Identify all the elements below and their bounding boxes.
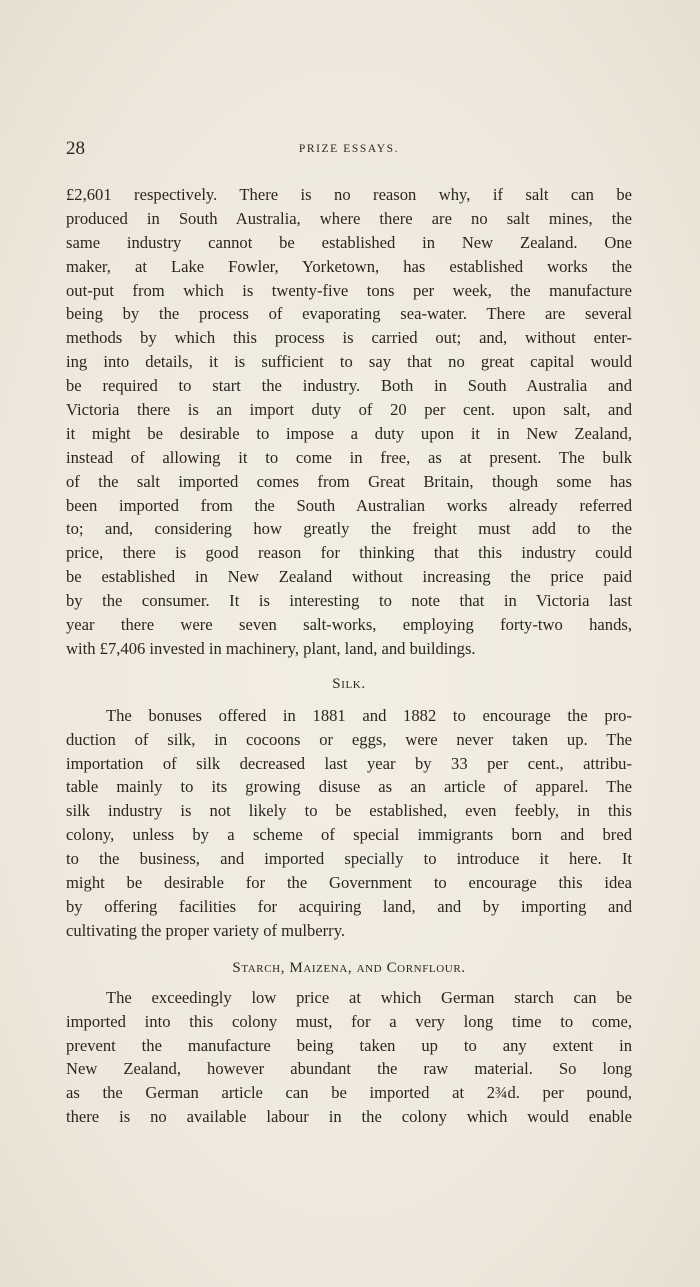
text-line: £2,601 respectively. There is no reason why, if salt can be: [66, 185, 632, 204]
text-line: to the business, and imported specially to introduce it here. It: [66, 849, 632, 869]
text-line: same industry cannot be established in New Zealand. One: [66, 232, 632, 252]
text-line: out-put from which is twenty-five tons per week, the manufacture: [66, 280, 632, 300]
text-line: importation of silk decreased last year by 33 per cent., attribu-: [66, 753, 632, 773]
text-line: methods by which this process is carried out; and, without enter-: [66, 328, 632, 348]
text-line: year there were seven salt-works, employing forty-two hands,: [66, 615, 632, 635]
text-line: maker, at Lake Fowler, Yorketown, has established works the: [66, 256, 632, 276]
text-line: cultivating the proper variety of mulberry.: [66, 920, 346, 940]
text-line: The bonuses offered in 1881 and 1882 to encourage the pro-: [106, 705, 632, 725]
text-line: be required to start the industry. Both in South Australia and: [66, 376, 632, 396]
text-line: as the German article can be imported at 2¾d. per pound,: [66, 1083, 632, 1103]
text-line: being by the process of evaporating sea-water. There are several: [66, 304, 632, 324]
text-line: price, there is good reason for thinking that this industry could: [66, 543, 632, 563]
text-line: The exceedingly low price at which German starch can be: [106, 987, 632, 1007]
paragraph-silk: [66, 704, 632, 943]
text-line: colony, unless by a scheme of special immigrants born and bred: [66, 825, 632, 845]
text-line: of the salt imported comes from Great Britain, though some has: [66, 471, 632, 491]
text-line: imported into this colony must, for a very long time to come,: [66, 1011, 632, 1031]
text-line: produced in South Australia, where there are no salt mines, the: [66, 208, 632, 228]
text-line: prevent the manufacture being taken up to any extent in: [66, 1035, 632, 1055]
text-line: it might be desirable to impose a duty upon it in New Zealand,: [66, 423, 632, 443]
text-line: instead of allowing it to come in free, as at present. The bulk: [66, 447, 632, 467]
text-line: might be desirable for the Government to encourage this idea: [66, 873, 632, 893]
text-line: silk industry is not likely to be established, even feebly, in this: [66, 801, 632, 821]
text-line: with £7,406 invested in machinery, plant, land, and buildings.: [66, 638, 476, 658]
paragraph-salt: [66, 183, 632, 661]
text-line: table mainly to its growing disuse as an article of apparel. The: [66, 777, 632, 797]
section-heading-silk: Silk.: [332, 675, 366, 692]
page-number: 28: [66, 138, 85, 159]
page-header: [66, 138, 632, 162]
paragraph-starch: [66, 986, 632, 1129]
text-line: duction of silk, in cocoons or eggs, were never taken up. The: [66, 729, 632, 749]
text-line: Victoria there is an import duty of 20 per cent. upon salt, and: [66, 400, 632, 420]
section-heading-starch: Starch, Maizena, and Cornflour.: [232, 959, 466, 976]
text-line: to; and, considering how greatly the freight must add to the: [66, 519, 632, 539]
body-text: [66, 183, 632, 1129]
text-line: there is no available labour in the colony which would enable: [66, 1107, 632, 1127]
text-line: New Zealand, however abundant the raw material. So long: [66, 1059, 632, 1079]
text-line: be established in New Zealand without increasing the price paid: [66, 567, 632, 587]
text-line: been imported from the South Australian works already referred: [66, 495, 632, 515]
text-line: by the consumer. It is interesting to note that in Victoria last: [66, 591, 632, 611]
running-head: PRIZE ESSAYS.: [298, 143, 400, 155]
text-line: by offering facilities for acquiring land, and by importing and: [66, 896, 632, 916]
text-line: ing into details, it is sufficient to say that no great capital would: [66, 352, 632, 372]
